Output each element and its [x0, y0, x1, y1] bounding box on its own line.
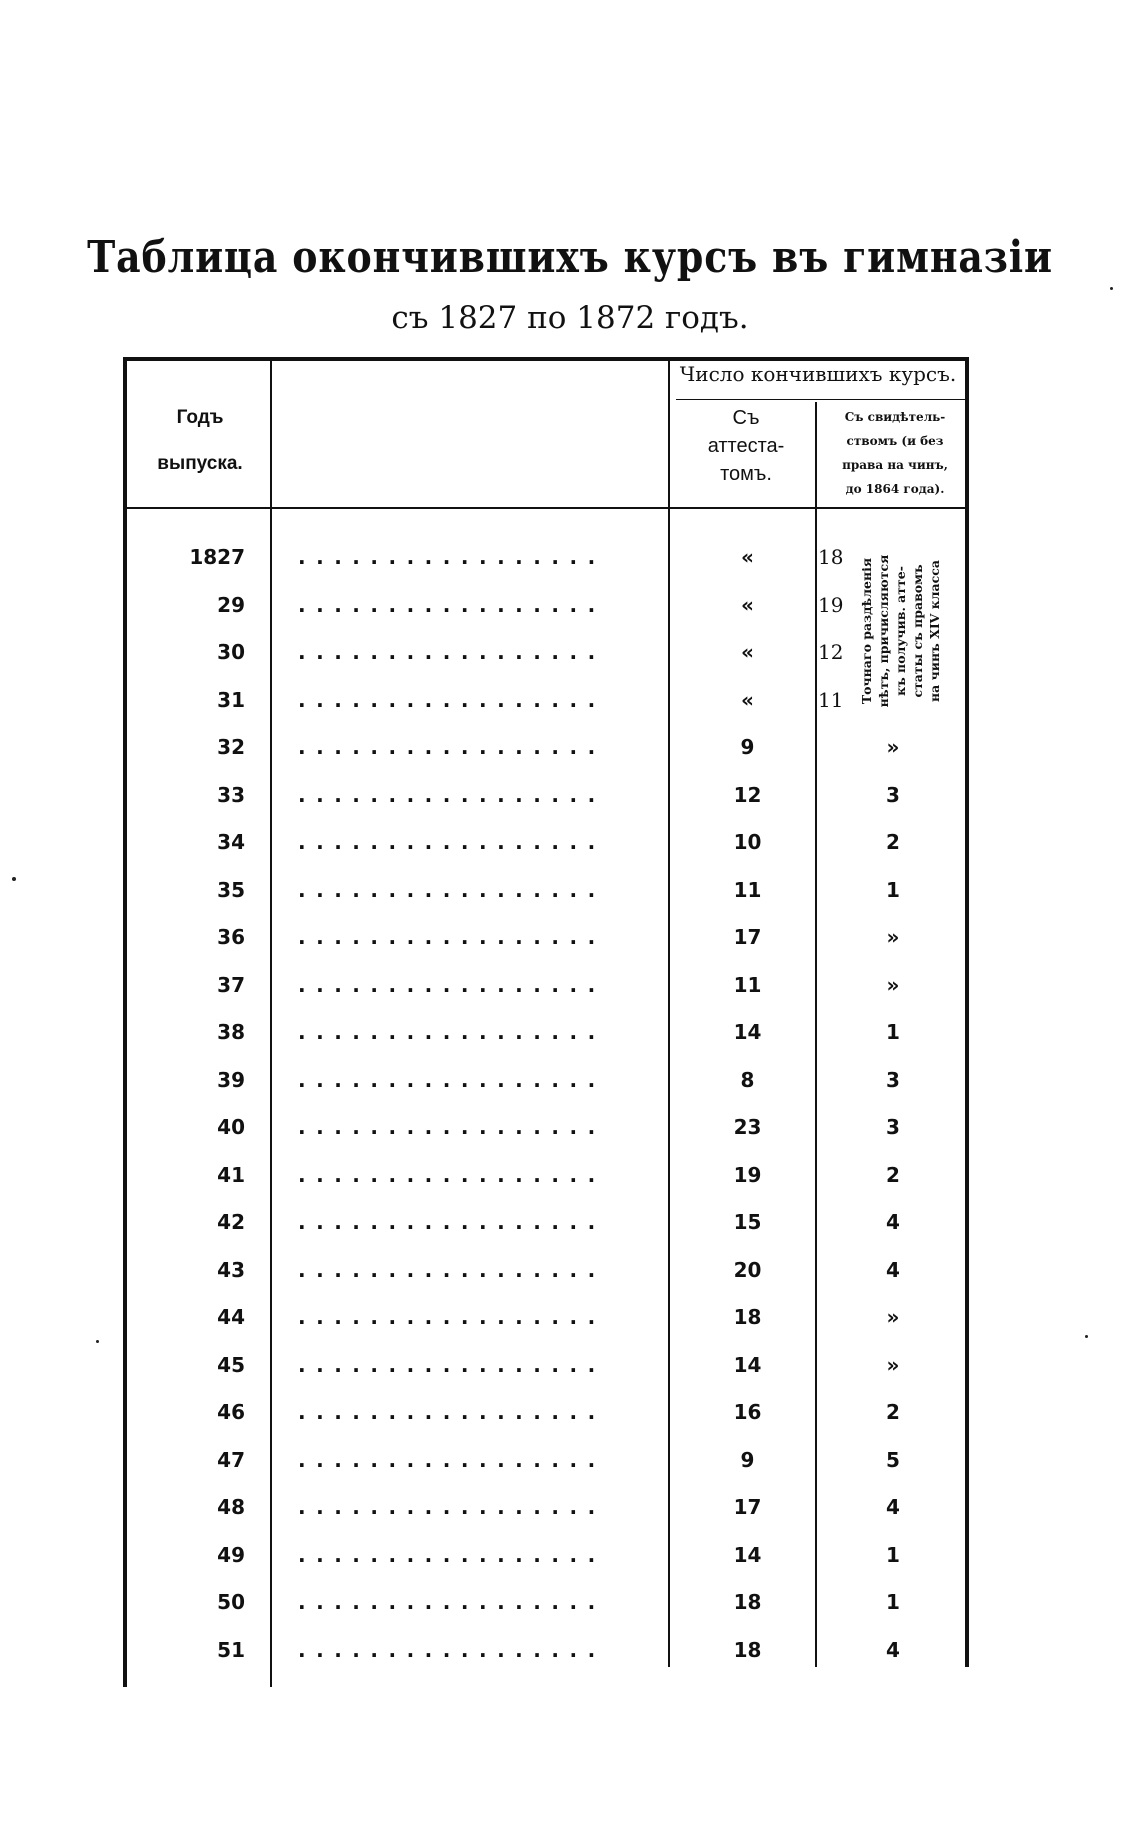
year-cell: 1827: [189, 545, 245, 569]
year-cell: 50: [217, 1590, 245, 1614]
certificate-cell: 1: [886, 1020, 900, 1044]
certificate-cell: 1: [886, 877, 900, 902]
side-note-line2: нѣтъ, причисляются: [876, 554, 891, 708]
header-cert-line2: ствомъ (и без: [846, 434, 944, 448]
side-note-line4: статы съ правомъ: [910, 564, 925, 698]
leader-dots: .................: [298, 782, 606, 807]
certificate-cell: 11: [818, 687, 844, 712]
certificate-cell: »: [886, 972, 900, 997]
attestat-cell: 18: [733, 1305, 762, 1329]
certificate-cell: 3: [886, 1067, 900, 1092]
certificate-cell: 2: [886, 830, 900, 854]
table-row: [0, 1163, 1140, 1203]
table-top-rule: [123, 357, 968, 361]
certificate-cell: 4: [886, 1257, 900, 1282]
certificate-cell: 1: [886, 1590, 900, 1614]
table-row: [0, 1353, 1140, 1393]
table-row: [0, 1210, 1140, 1250]
table-row: [0, 973, 1140, 1013]
print-speck: [1085, 1335, 1088, 1338]
table-row: [0, 1115, 1140, 1155]
leader-dots: .................: [298, 735, 606, 759]
attestat-cell: «: [741, 592, 754, 617]
certificate-cell: »: [886, 1352, 900, 1377]
attestat-cell: 10: [733, 830, 762, 854]
table-row: [0, 783, 1140, 823]
side-note-line1: Точнаго раздѣленія: [859, 557, 874, 705]
leader-dots: .................: [298, 1352, 606, 1377]
header-year-line1: Годъ: [176, 407, 224, 428]
attestat-cell: 11: [733, 877, 762, 902]
table-row: [0, 1305, 1140, 1345]
leader-dots: .................: [298, 1400, 606, 1424]
year-cell: 41: [217, 1162, 245, 1187]
year-cell: 44: [217, 1305, 245, 1329]
print-speck: [96, 1340, 99, 1343]
table-row: [0, 1258, 1140, 1298]
page-title: Таблица окончившихъ курсъ въ гимназіи: [87, 232, 1053, 283]
header-bottom-rule: [127, 507, 965, 509]
year-cell: 29: [217, 592, 245, 617]
table-row: [0, 1543, 1140, 1583]
side-note-line3: къ получив. атте-: [893, 566, 908, 696]
attestat-cell: 12: [733, 782, 762, 807]
header-count: Число кончившихъ курсъ.: [679, 362, 957, 386]
certificate-cell: 4: [886, 1210, 900, 1234]
table-row: [0, 593, 1140, 633]
attestat-cell: 20: [733, 1257, 762, 1282]
attestat-cell: 8: [740, 1067, 755, 1092]
year-cell: 49: [217, 1542, 245, 1567]
table-row: [0, 640, 1140, 680]
table-row: [0, 1495, 1140, 1535]
table-row: [0, 1638, 1140, 1678]
table-row: [0, 925, 1140, 965]
certificate-cell: 4: [886, 1495, 900, 1519]
certificate-cell: »: [886, 735, 900, 759]
attestat-cell: 19: [733, 1162, 762, 1187]
leader-dots: .................: [298, 1067, 606, 1092]
table-row: [0, 1020, 1140, 1060]
header-certificate: [820, 405, 970, 501]
table-row: [0, 545, 1140, 585]
certificate-cell: 2: [886, 1162, 900, 1187]
page-subtitle: съ 1827 по 1872 годъ.: [391, 300, 749, 336]
leader-dots: .................: [298, 1257, 606, 1282]
leader-dots: .................: [298, 1637, 606, 1662]
year-cell: 46: [217, 1400, 245, 1424]
certificate-cell: 1: [886, 1542, 900, 1567]
year-cell: 33: [217, 782, 245, 807]
header-attestat-line1: Съ: [732, 407, 760, 429]
leader-dots: .................: [298, 545, 606, 569]
table-row: [0, 1590, 1140, 1630]
print-speck: [1110, 287, 1113, 290]
year-cell: 31: [217, 687, 245, 712]
year-cell: 35: [217, 877, 245, 902]
leader-dots: .................: [298, 1210, 606, 1234]
header-attestat-line2: аттеста-: [707, 435, 785, 457]
leader-dots: .................: [298, 1590, 606, 1614]
header-year: [130, 395, 270, 487]
attestat-cell: 14: [733, 1542, 762, 1567]
certificate-cell: 4: [886, 1637, 900, 1662]
leader-dots: .................: [298, 1447, 606, 1472]
header-attestat-line3: томъ.: [720, 463, 772, 485]
year-cell: 34: [217, 830, 245, 854]
attestat-cell: 17: [733, 925, 762, 949]
count-header-underline: [676, 399, 965, 400]
attestat-cell: 14: [733, 1020, 762, 1044]
certificate-cell: 2: [886, 1400, 900, 1424]
leader-dots: .................: [298, 877, 606, 902]
year-cell: 39: [217, 1067, 245, 1092]
print-speck: [12, 877, 16, 881]
leader-dots: .................: [298, 640, 606, 664]
attestat-cell: 18: [733, 1637, 762, 1662]
year-cell: 32: [217, 735, 245, 759]
header-year-line2: выпуска.: [157, 453, 243, 474]
leader-dots: .................: [298, 1020, 606, 1044]
attestat-cell: 23: [733, 1115, 762, 1139]
leader-dots: .................: [298, 925, 606, 949]
attestat-cell: 17: [733, 1495, 762, 1519]
certificate-cell: 19: [818, 592, 844, 617]
header-cert-line3: права на чинъ,: [842, 458, 948, 472]
table-row: [0, 1400, 1140, 1440]
leader-dots: .................: [298, 972, 606, 997]
side-note-line5: на чинъ XIV класса: [927, 560, 942, 702]
leader-dots: .................: [298, 1542, 606, 1567]
year-cell: 43: [217, 1257, 245, 1282]
table-row: [0, 735, 1140, 775]
leader-dots: .................: [298, 592, 606, 617]
attestat-cell: 11: [733, 972, 762, 997]
attestat-cell: «: [741, 545, 754, 569]
leader-dots: .................: [298, 1495, 606, 1519]
year-cell: 37: [217, 972, 245, 997]
year-cell: 40: [217, 1115, 245, 1139]
certificate-cell: 18: [818, 545, 844, 569]
attestat-cell: 9: [740, 1447, 755, 1472]
year-cell: 45: [217, 1352, 245, 1377]
year-cell: 51: [217, 1637, 245, 1662]
table-row: [0, 1448, 1140, 1488]
attestat-cell: 9: [740, 735, 755, 759]
year-cell: 38: [217, 1020, 245, 1044]
certificate-cell: 3: [886, 1115, 900, 1139]
certificate-cell: 12: [818, 640, 844, 664]
certificate-cell: »: [886, 925, 900, 949]
attestat-cell: «: [741, 640, 754, 664]
attestat-cell: 15: [733, 1210, 762, 1234]
certificate-cell: 5: [886, 1447, 900, 1472]
table-row: [0, 688, 1140, 728]
table-row: [0, 878, 1140, 918]
table-row: [0, 830, 1140, 870]
attestat-cell: 18: [733, 1590, 762, 1614]
leader-dots: .................: [298, 1162, 606, 1187]
attestat-cell: 16: [733, 1400, 762, 1424]
certificate-cell: 3: [886, 782, 900, 807]
year-cell: 48: [217, 1495, 245, 1519]
table-row: [0, 1068, 1140, 1108]
header-cert-line1: Съ свидѣтель-: [844, 410, 946, 424]
year-cell: 36: [217, 925, 245, 949]
leader-dots: .................: [298, 1115, 606, 1139]
leader-dots: .................: [298, 830, 606, 854]
year-cell: 47: [217, 1447, 245, 1472]
header-attestat: [676, 404, 816, 488]
year-cell: 42: [217, 1210, 245, 1234]
leader-dots: .................: [298, 1305, 606, 1329]
attestat-cell: «: [741, 687, 754, 712]
year-cell: 30: [217, 640, 245, 664]
certificate-cell: »: [886, 1305, 900, 1329]
header-cert-line4: до 1864 года).: [845, 482, 945, 496]
attestat-cell: 14: [733, 1352, 762, 1377]
leader-dots: .................: [298, 687, 606, 712]
